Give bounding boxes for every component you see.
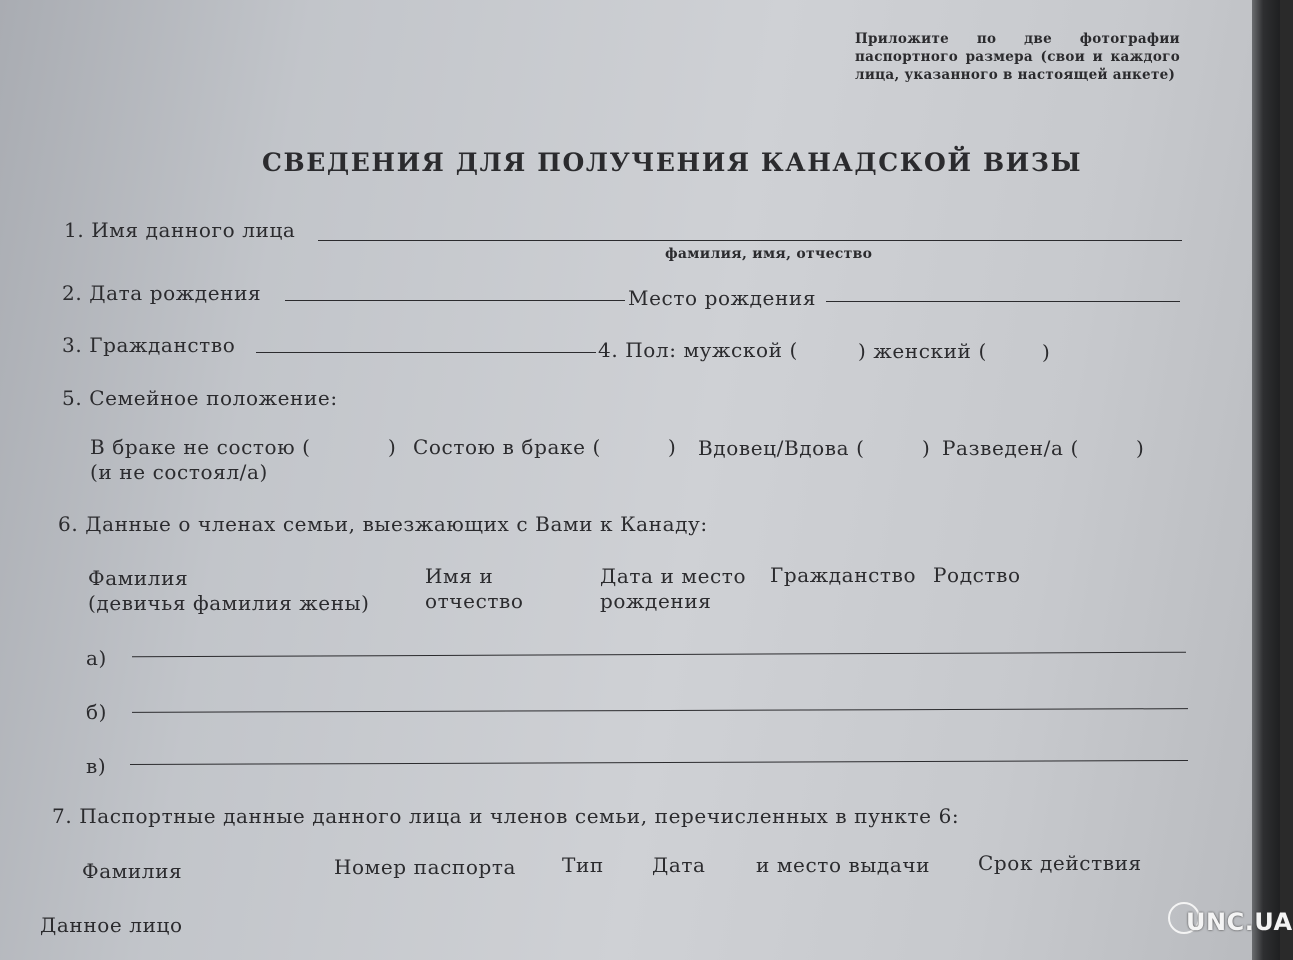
q7-col-date: Дата [652, 853, 706, 877]
marital-option-married-close: ) [668, 435, 677, 459]
q7-col-surname: Фамилия [82, 859, 183, 883]
q1-label: 1. Имя данного лица [64, 218, 296, 242]
q7-col-validity: Срок действия [978, 851, 1142, 875]
gender-close-paren: ) [1042, 340, 1051, 364]
marital-option-married[interactable]: Состою в браке ( [413, 435, 601, 459]
q6-col-surname: Фамилия [88, 566, 189, 590]
q5-label: 5. Семейное положение: [62, 386, 338, 410]
q6-col-birth-line2: рождения [600, 589, 712, 613]
q1-hint: фамилия, имя, отчество [665, 246, 873, 262]
q7-label: 7. Паспортные данные данного лица и членов семьи, перечисленных в пункте 6: [52, 804, 960, 828]
q6-row-a-field[interactable] [132, 652, 1186, 658]
q6-row-c-label: в) [86, 754, 107, 778]
q6-label: 6. Данные о членах семьи, выезжающих с Вами к Канаду: [58, 512, 708, 536]
q7-col-issue-place: и место выдачи [756, 853, 931, 877]
q2-label: 2. Дата рождения [62, 281, 262, 305]
birth-place-field[interactable] [826, 301, 1180, 302]
q1-name-field[interactable] [318, 240, 1182, 241]
gender-female-label: ) женский ( [858, 339, 987, 363]
marital-option-single-close: ) [388, 435, 397, 459]
q7-row-self-label: Данное лицо [40, 913, 183, 937]
q6-row-b-label: б) [86, 700, 108, 724]
q6-row-c-field[interactable] [130, 760, 1188, 765]
marital-option-widowed[interactable]: Вдовец/Вдова ( [698, 436, 865, 460]
page-edge-shadow [1252, 0, 1280, 960]
q6-col-surname-note: (девичья фамилия жены) [88, 591, 370, 615]
citizenship-field[interactable] [256, 352, 596, 353]
marital-option-divorced-close: ) [1136, 436, 1145, 460]
marital-option-single[interactable]: В браке не состою ( [90, 435, 311, 459]
marital-option-divorced[interactable]: Разведен/а ( [942, 436, 1079, 460]
q7-col-passport-number: Номер паспорта [334, 855, 517, 879]
birth-date-field[interactable] [285, 300, 625, 301]
q7-col-type: Тип [562, 853, 604, 877]
q4-label: 4. Пол: мужской ( [598, 338, 798, 362]
q6-row-a-label: а) [86, 646, 107, 670]
form-title: СВЕДЕНИЯ ДЛЯ ПОЛУЧЕНИЯ КАНАДСКОЙ ВИЗЫ [262, 148, 1083, 177]
q6-row-b-field[interactable] [132, 708, 1188, 713]
marital-option-single-note: (и не состоял/а) [90, 460, 268, 484]
q6-col-birth: Дата и место [600, 564, 747, 588]
photo-instruction: Приложите по две фотографии паспортного размера (свои и каждого лица, указанного в настоящей анкете) [855, 31, 1180, 83]
q6-col-relation: Родство [933, 563, 1021, 587]
marital-option-widowed-close: ) [922, 436, 931, 460]
watermark-text: UNC.UA [1186, 908, 1293, 936]
birth-place-label: Место рождения [628, 286, 817, 310]
q3-label: 3. Гражданство [62, 333, 236, 357]
q6-col-name-line2: отчество [425, 589, 524, 613]
q6-col-citizenship: Гражданство [770, 563, 917, 587]
q6-col-name: Имя и [425, 564, 494, 588]
